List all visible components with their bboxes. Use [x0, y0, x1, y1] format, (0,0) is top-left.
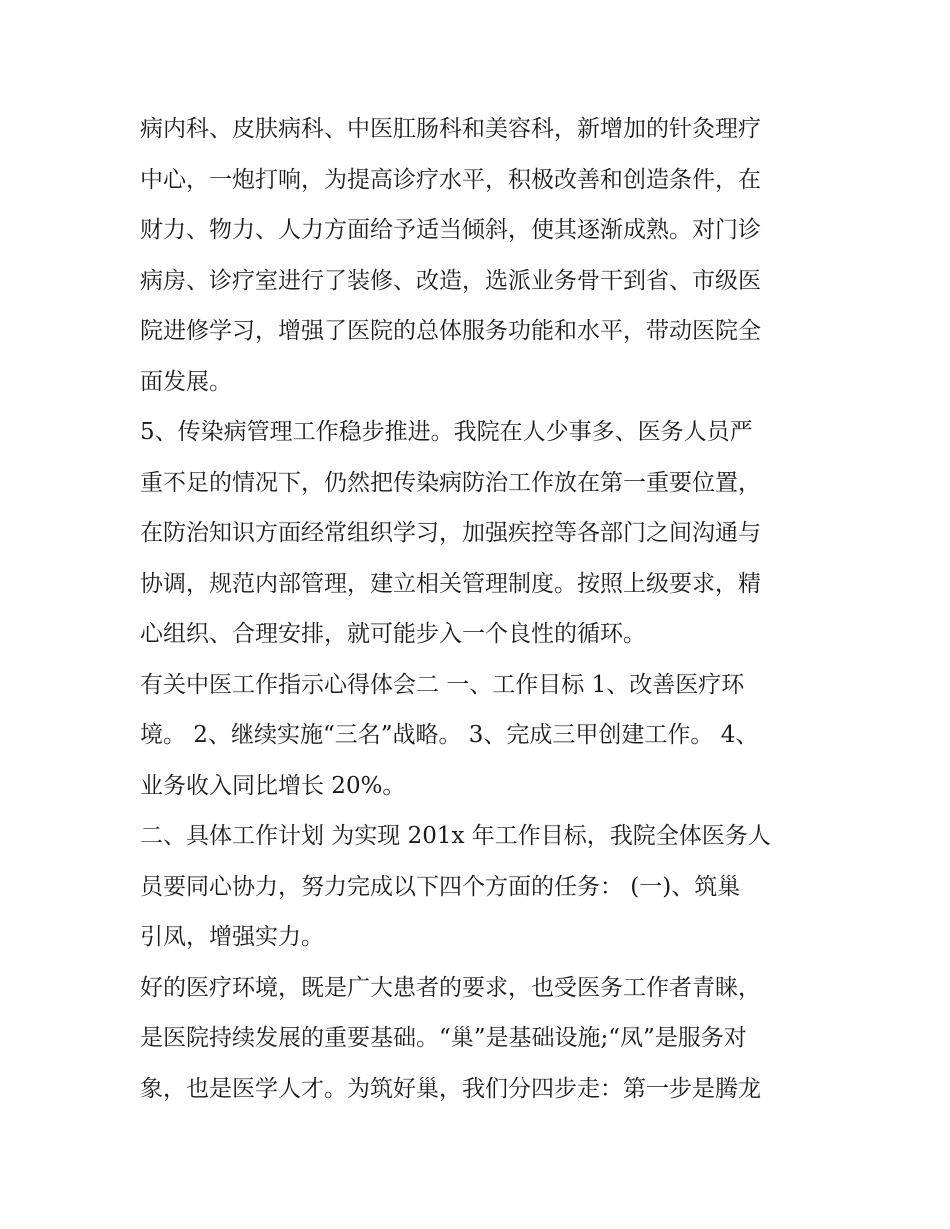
text-line: 象，也是医学人才。为筑好巢，我们分四步走：第一步是腾龙 [140, 1075, 761, 1102]
text-line: 病房、诊疗室进行了装修、改造，选派业务骨干到省、市级医 [140, 267, 761, 294]
document-body [140, 104, 820, 1114]
text-line: 心组织、合理安排，就可能步入一个良性的循环。 [140, 621, 646, 647]
text-line: 业务收入同比增长 20%。 [140, 772, 406, 799]
text-line: 财力、物力、人力方面给予适当倾斜，使其逐渐成熟。对门诊 [140, 217, 761, 243]
text-line: 院进修学习，增强了医院的总体服务功能和水平，带动医院全 [140, 318, 761, 344]
paragraph-work-goals [140, 660, 820, 812]
text-line: 病内科、皮肤病科、中医肛肠科和美容科，新增加的针灸理疗 [140, 116, 761, 142]
text-line: 有关中医工作指示心得体会二 一、工作目标 1、改善医疗环 [140, 671, 745, 698]
text-line: 员要同心协力，努力完成以下四个方面的任务： (一)、筑巢 [140, 873, 741, 900]
paragraph-medical-environment [140, 963, 820, 1115]
text-line: 协调，规范内部管理，建立相关管理制度。按照上级要求，精 [140, 570, 761, 597]
text-line: 境。 2、继续实施“三名”战略。 3、完成三甲创建工作。 4、 [140, 722, 759, 748]
paragraph-work-plan [140, 811, 820, 963]
text-line: 5、传染病管理工作稳步推进。我院在人少事多、医务人员严 [140, 419, 753, 445]
paragraph-departments [140, 104, 820, 407]
text-line: 重不足的情况下，仍然把传染病防治工作放在第一重要位置， [140, 469, 761, 496]
text-line: 是医院持续发展的重要基础。“巢”是基础设施;“凤”是服务对 [140, 1025, 747, 1051]
text-line: 面发展。 [140, 368, 232, 395]
text-line: 好的医疗环境，既是广大患者的要求，也受医务工作者青睐， [140, 974, 761, 1001]
text-line: 中心，一炮打响，为提高诊疗水平，积极改善和创造条件，在 [140, 166, 761, 193]
text-line: 在防治知识方面经常组织学习，加强疾控等各部门之间沟通与 [140, 520, 761, 546]
paragraph-infectious-disease [140, 407, 820, 660]
text-line: 引凤，增强实力。 [140, 924, 324, 950]
text-line: 二、具体工作计划 为实现 201x 年工作目标，我院全体医务人 [140, 823, 771, 849]
